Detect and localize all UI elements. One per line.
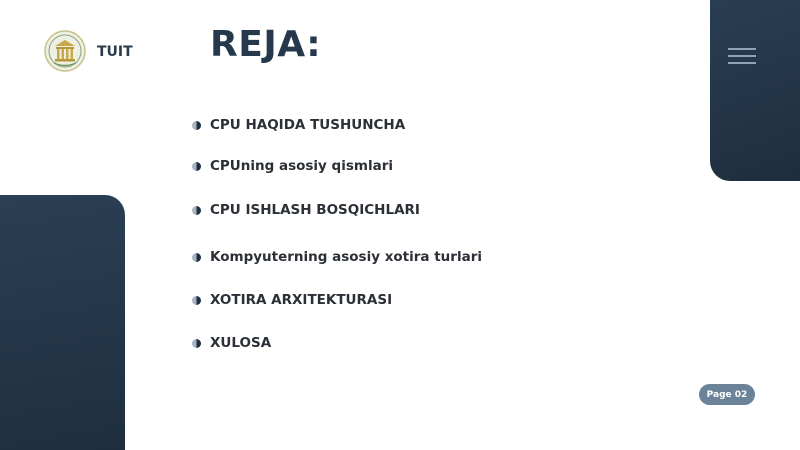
half-filled-circle-bullet-icon: [192, 296, 201, 305]
hamburger-menu-icon[interactable]: [728, 46, 756, 66]
brand-name: TUIT: [97, 44, 133, 60]
page-number-badge: Page 02: [699, 384, 755, 405]
agenda-item-label: CPU HAQIDA TUSHUNCHA: [210, 117, 406, 133]
page-title: REJA:: [210, 24, 322, 65]
half-filled-circle-bullet-icon: [192, 162, 201, 171]
half-filled-circle-bullet-icon: [192, 339, 201, 348]
agenda-item-label: XULOSA: [210, 335, 272, 351]
agenda-item-label: XOTIRA ARXITEKTURASI: [210, 292, 393, 308]
agenda-item: [192, 200, 420, 220]
agenda-item: [192, 247, 482, 267]
university-emblem-icon: [44, 30, 86, 72]
decorative-panel-left: [0, 195, 125, 450]
half-filled-circle-bullet-icon: [192, 253, 201, 262]
agenda-item-label: CPUning asosiy qismlari: [210, 158, 393, 174]
half-filled-circle-bullet-icon: [192, 206, 201, 215]
agenda-item-label: Kompyuterning asosiy xotira turlari: [210, 249, 482, 265]
agenda-item-label: CPU ISHLASH BOSQICHLARI: [210, 202, 420, 218]
agenda-item: [192, 115, 405, 135]
agenda-item: [192, 333, 271, 353]
agenda-item: [192, 156, 393, 176]
decorative-panel-right: [710, 0, 800, 181]
half-filled-circle-bullet-icon: [192, 121, 201, 130]
agenda-item: [192, 290, 392, 310]
